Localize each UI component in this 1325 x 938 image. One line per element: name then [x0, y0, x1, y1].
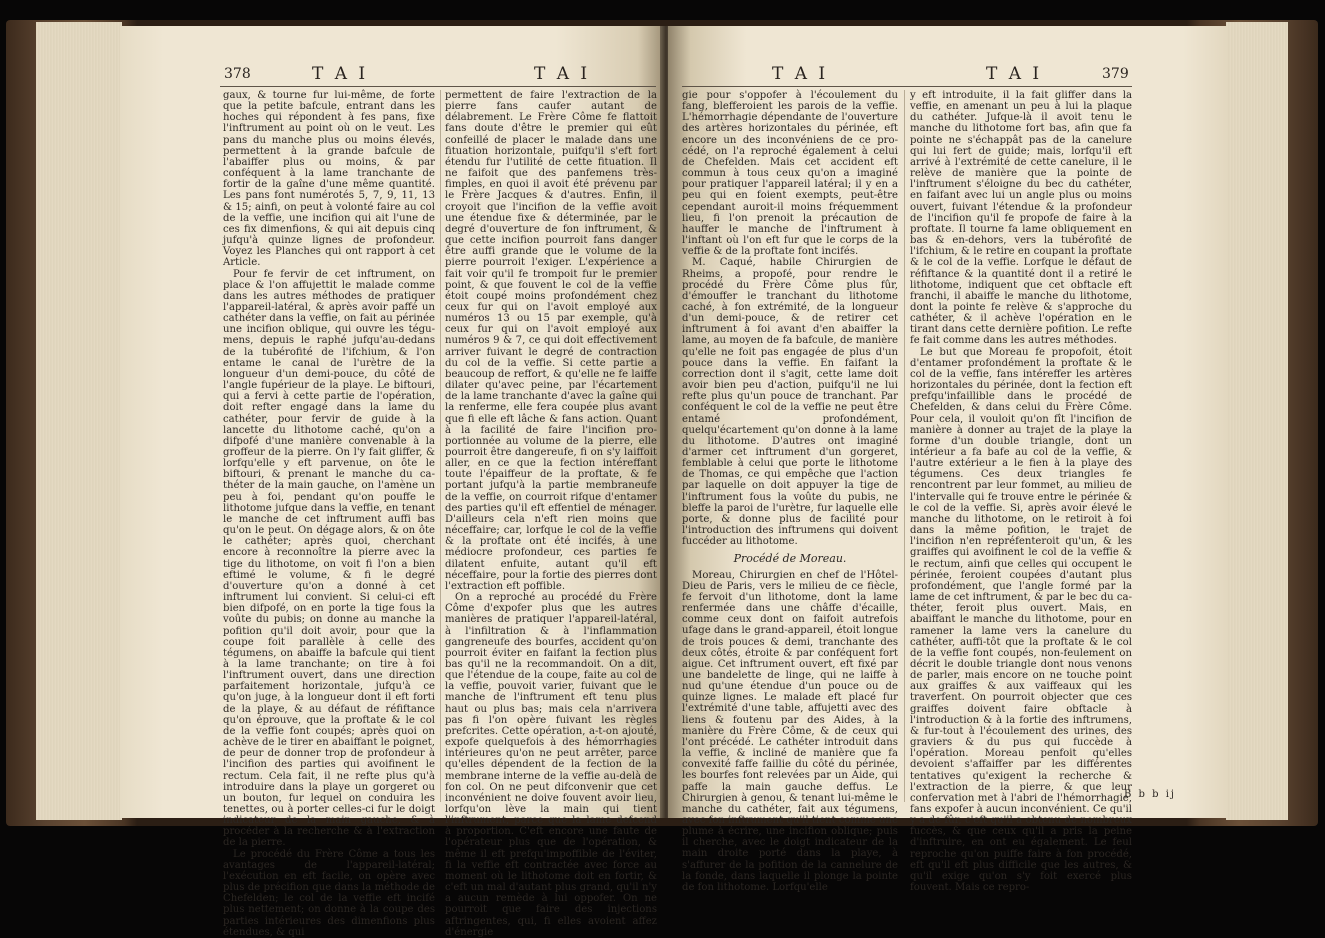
- text-column-1: [223, 90, 435, 938]
- column-divider: [440, 90, 441, 802]
- text-column-2: [910, 90, 1132, 894]
- paragraph: y eft introduite, il la fait gliffer dans la veffie, en amenant un peu à lui la plaque du cathéter. Jufque-là il avoit tenu le manche du lithotome fort bas, afin que fa pointe ne s'échappât pas de la canelure qui lui fert de guide; mais, lorfqu'il eft arrivé à l'extrémité de cette canelure, il le relève de manière que la pointe de l'inftrument s'éloigne du bec du cathéter, en faifant avec lui un angle plus ou moins ouvert, fuivant l'étendue & la profondeur de l'incifion qu'il fe propofe de faire à la proftate. Il tourne fa lame obliquement en bas & en-dehors, vers la tubérofité de l'ifchium, & le retire en coupant la proftate & le col de la veffie. Lorfque le défaut de réfiftance & la quantité dont il a retiré le lithotome, indiquent que cet obftacle eft franchi, il abaiffe le manche du lithotome, dont la pointe fe relève & s'approche du cathéter, & il achève l'opération en le tirant dans cette dernière pofition. Le refte fe fait comme dans les autres méthodes.: [910, 90, 1132, 347]
- right-page-edges: [1226, 22, 1288, 820]
- header-rule: [220, 86, 656, 87]
- text-column-1: [682, 90, 898, 893]
- paragraph: Moreau, Chirurgien en chef de l'Hôtel-Dieu de Paris, vers le milieu de ce fiècle, fe fervoit d'un lithotome, dont la lame renfermée dans une châffe d'écaille, comme ceux dont on faifoit autrefois ufage dans le grand-appareil, étoit longue de trois pouces & demi, tranchante des deux côtés, étroite & par conféquent fort aigue. Cet inftrument ouvert, eft fixé par une bandelette de linge, qui ne laiffe à nud qu'une étendue d'un pouce ou de quinze lignes. Le malade eft placé fur l'extrémité d'une table, affujetti avec des liens & foutenu par des Aides, à la manière du Frère Côme, & de ceux qui l'ont précédé. Le cathéter introduit dans la veffie, & incliné de manière que fa convexité faffe faillie du côté du périnée, les bourfes font relevées par un Aide, qui paffe la main gauche deffus. Le Chirurgien à genou, & tenant lui-même le manche du cathéter, fait aux tégumens, avec fon inftrument qu'il tient comme une plume à écrire, une incifion oblique; puis il cherche, avec le doigt indicateur de la main droite porté dans la playe, à s'affurer de la pofition de la cannelure de la fonde, dans laquelle il plonge la pointe de fon lithotome. Lorfqu'elle: [682, 569, 898, 893]
- paragraph: M. Caqué, habile Chirurgien de Rheims, a propofé, pour rendre le procédé du Frère Côme plus fûr, d'émouffer le tranchant du lithotome caché, à fon extrémité, de la longueur d'un demi-pouce, & de retirer cet inftrument à foi avant d'en abaiffer la lame, au moyen de fa bafcule, de manière qu'elle ne foit pas engagée de plus d'un pouce dans la veffie. En faifant la correction dont il s'agit, cette lame doit avoir bien peu d'action, puifqu'il ne lui refte plus qu'un pouce de tranchant. Par conféquent le col de la veffie ne peut être entamé profondément, quelqu'écartement qu'on donne à la lame du lithotome. D'autres ont imaginé d'armer cet inftrument d'un gorgeret, femblable à celui que porte le lithotome de Thomas, ce qui empêche que l'action par laquelle on doit appuyer la tige de l'inftrument fous la voûte du pubis, ne bleffe la paroi de l'urètre, fur laquelle elle porte, & donne plus de facilité pour l'introduction des inftrumens qui doivent fuccéder au lithotome.: [682, 257, 898, 548]
- section-heading: Procédé de Moreau.: [733, 552, 847, 566]
- text-column-2: [445, 90, 657, 938]
- page-number: 378: [224, 66, 251, 82]
- right-page: [668, 26, 1228, 894]
- running-head: T A I: [986, 64, 1043, 84]
- paragraph: gie pour s'oppofer à l'écoulement du fang, blefferoient les parois de la veffie. L'hémorrhagie dépendante de l'ouverture des artères horizontales du périnée, eft encore un des inconvéniens de ce procédé, on l'a reproché également à celui de Chefelden. Mais cet accident eft commun à tous ceux qu'on a imaginé pour pratiquer l'appareil latéral; il y en a peu qui en foient exempts, peut-être cependant auroit-il moins fréquemment lieu, fi l'on prenoit la précaution de hauffer le manche de l'inftrument à l'inftant où l'on eft fur que le corps de la veffie & de la proftate font incifés.: [682, 90, 898, 258]
- paragraph: Le procédé du Frère Côme a tous les avantages de l'appareil-latéral; l'exécution en eft facile, on opère avec plus de précifion que dans la méthode de Chefelden; le col de la veffie eft incifé plus nettement; on donne à la coupe des parties intérieures des dimenfions plus étendues, & qui: [223, 848, 435, 938]
- column-divider: [904, 90, 905, 802]
- signature-mark: B b b ij: [1124, 789, 1176, 800]
- left-page: [120, 26, 665, 938]
- paragraph: Le but que Moreau fe propofoit, étoit d'entamer profondément la proftate & le col de la veffie, fans intéreffer les artères horizontales du périnée, dont la fection eft prefqu'infaillible dans le procédé de Chefelden, & dans celui du Frère Côme. Pour cela, il vouloit qu'on fît l'incifion de manière à donner au trajet de la playe la forme d'un double triangle, dont un intérieur a fa bafe au col de la veffie, & l'autre extérieur a le fien à la playe des tégumens. Ces deux triangles fe rencontrent par leur fommet, au milieu de l'intervalle qui fe trouve entre le périnée & le col de la veffie. Si, après avoir élevé le manche du lithotome, on le retiroit à foi dans la même pofition, le trajet de l'incifion n'en repréfenteroit qu'un, & les graiffes qui avoifinent le col de la veffie & le rectum, ainfi que celles qui occupent le périnée, feroient coupées d'autant plus profondément, que l'angle formé par la lame de cet inftrument, & par le bec du cathéter, feroit plus ouvert. Mais, en abaiffant le manche du lithotome, pour en ramener la lame vers la canelure du cathéter, auffi-tôt que la proftate & le col de la veffie font coupés, non-feulement on décrit le double triangle dont nous venons de parler, mais encore on ne touche point aux graiffes & aux vaiffeaux qui les traverfent. On pourroit objecter que ces graiffes doivent faire obftacle à l'introduction & à la fortie des inftrumens, & fur-tout à l'écoulement des urines, des graviers & du pus qui fuccède à l'opération. Moreau penfoit qu'elles devoient s'affaiffer par les différentes tentatives qu'exigent la recherche & l'extraction de la pierre, & que leur confervation met à l'abri de l'hémorrhagie, fans expofer à aucun inconvénient. Ce qu'il y a de fûr, c'eft qu'il a obtenu de nombreux fuccès, & que ceux qu'il a pris la peine d'inftruire, en ont eu également. Le feul reproche qu'on puiffe faire à fon procédé, eft qu'il eft plus difficile que les autres, & qu'il exige qu'on s'y foit exercé plus fouvent. Mais ce repro-: [910, 346, 1132, 894]
- paragraph: Pour fe fervir de cet inftrument, on place & l'on affujettit le malade comme dans les autres méthodes de pratiquer l'appareil-latéral, & après avoir paffé un cathéter dans la veffie, on fait au périnée une incifion oblique, qui ouvre les tégumens, depuis le raphé jufqu'au-dedans de la tubérofité de l'ifchium, & l'on entame le canal de l'urètre de la longueur d'un demi-pouce, du côté de l'angle fupérieur de la playe. Le biftouri, qui a fervi à cette partie de l'opération, doit refter engagé dans la lame du cathéter, pour fervir de guide à la lancette du lithotome caché, qu'on a difpofé d'une manière convenable à la groffeur de la pierre. On l'y fait gliffer, & lorfqu'elle y eft parvenue, on ôte le biftouri, & prenant le manche du cathéter de la main gauche, on l'amène un peu à foi, pendant qu'on pouffe le lithotome jufque dans la veffie, en tenant le manche de cet inftrument auffi bas qu'on le peut. On dégage alors, & on ôte le cathéter; après quoi, cherchant encore à reconnoître la pierre avec la tige du lithotome, on voit fi l'on a bien eftimé le volume, & fi le degré d'ouverture qu'on a donné à cet inftrument lui convient. Si celui-ci eft bien difpofé, on en porte la tige fous la voûte du pubis; on donne au manche la pofition qu'il doit avoir, pour que la coupe foit parallèle à celle des tégumens, on abaiffe la bafcule qui tient à la lame tranchante; on tire à foi l'inftrument ouvert, dans une direction parfaitement horizontale, jufqu'à ce qu'on juge, à la longueur dont il eft forti de la playe, & au défaut de réfiftance qu'on éprouve, que la proftate & le col de la veffie font coupés; après quoi on achève de le tirer en abaiffant le poignet, de peur de donner trop de profondeur à l'incifion des parties qui avoifinent le rectum. Cela fait, il ne refte plus qu'à introduire dans la playe un gorgeret ou un bouton, fur lequel on conduira les tenettes, ou à porter celles-ci fur le doigt indicateur de la main gauche, & à procéder à la recherche & à l'extraction de la pierre.: [223, 268, 435, 849]
- paragraph: gaux, & tourne fur lui-même, de forte que la petite bafcule, entrant dans les hoches qui répondent à fes pans, fixe l'inftrument au point où on le veut. Les pans du manche plus ou moins élevés, permettent à la grande bafcule de l'abaiffer plus ou moins, & par conféquent à la lame tranchante de fortir de la gaîne d'une même quantité. Les pans font numérotés 5, 7, 9, 11, 13 & 15; ainfi, on peut à volonté faire au col de la veffie, une incifion qui ait l'une de ces fix dimenfions, & qui ait depuis cinq jufqu'à quinze lignes de profondeur. Voyez les Planches qui ont rapport à cet Article.: [223, 90, 435, 269]
- header-rule: [682, 86, 1132, 87]
- running-head: T A I: [312, 64, 369, 84]
- paragraph: On a reproché au procédé du Frère Côme d'expofer plus que les autres manières de pratiquer l'appareil-latéral, à l'infiltration & à l'inflammation gangreneufe des bourfes, accident qu'on pourroit éviter en faifant la fection plus bas qu'il ne la recommandoit. On a dit, que l'étendue de la coupe, faite au col de la veffie, pouvoit varier, fuivant que le manche de l'inftrument eft tenu plus haut ou plus bas; mais cela n'arrivera pas fi l'on opère fuivant les règles prefcrites. Cette opération, a-t-on ajouté, expofe quelquefois à des hémorrhagies intérieures qu'on ne peut arrêter, parce qu'elles dépendent de la fection de la membrane interne de la veffie au-delà de fon col. On ne peut difconvenir que cet inconvénient ne doive fouvent avoir lieu, lorfqu'on lève la main qui tient l'inftrument, parce que la lame defcend à proportion. C'eft encore une faute de l'opérateur plus que de l'opération, & même il eft prefqu'impoffible de l'éviter, fi la veffie eft contractée avec force au moment où le lithotome doit en fortir, & c'eft un mal d'autant plus grand, qu'il n'y a aucun remède à lui oppofer. On ne pourroit que faire des injections aftringentes, qui, fi elles avoient affez d'énergie: [445, 592, 657, 938]
- running-head: T A I: [772, 64, 829, 84]
- page-number: 379: [1102, 66, 1129, 82]
- paragraph: permettent de faire l'extraction de la pierre fans caufer autant de délabrement. Le Frère Côme fe flattoit fans doute d'être le premier qui eût confeillé de placer le malade dans une fituation horizontale, puifqu'il s'eft fort étendu fur l'utilité de cette fituation. Il ne faifoit que des panfemens très-fimples, en quoi il avoit été prévenu par le Frère Jacques & d'autres. Enfin, il croyoit que l'incifion de la veffie avoit une étendue fixe & déterminée, par le degré d'ouverture de fon inftrument, & que cette incifion pourroit fans danger être auffi grande que le volume de la pierre pourroit l'exiger. L'expérience a fait voir qu'il fe trompoit fur le premier point, & que fouvent le col de la veffie étoit coupé moins profondément chez ceux fur qui on l'avoit employé aux numéros 13 ou 15 par exemple, qu'à ceux fur qui on l'avoit employé aux numéros 9 & 7, ce qui doit effectivement arriver fuivant le degré de contraction du col de la veffie. Si cette partie a beaucoup de reffort, & qu'elle ne fe laiffe dilater qu'avec peine, par l'écartement de la lame tranchante d'avec la gaîne qui la renferme, elle fera coupée plus avant que fi elle eft lâche & fans action. Quant à la facilité de faire l'incifion proportionnée au volume de la pierre, elle pourroit être dangereufe, fi on s'y laiffoit aller, en ce que la fection intéreffant toute l'épaiffeur de la proftate, & fe portant jufqu'à la partie membraneufe de la veffie, on courroit rifque d'entamer des parties qu'il eft effentiel de ménager. D'ailleurs cela n'eft rien moins que néceffaire; car, lorfque le col de la veffie & la proftate ont été incifés, à une médiocre profondeur, ces parties fe dilatent enfuite, autant qu'il eft néceffaire, pour la fortie des pierres dont l'extraction eft poffible.: [445, 90, 657, 592]
- left-page-edges: [36, 22, 122, 820]
- running-head: T A I: [534, 64, 591, 84]
